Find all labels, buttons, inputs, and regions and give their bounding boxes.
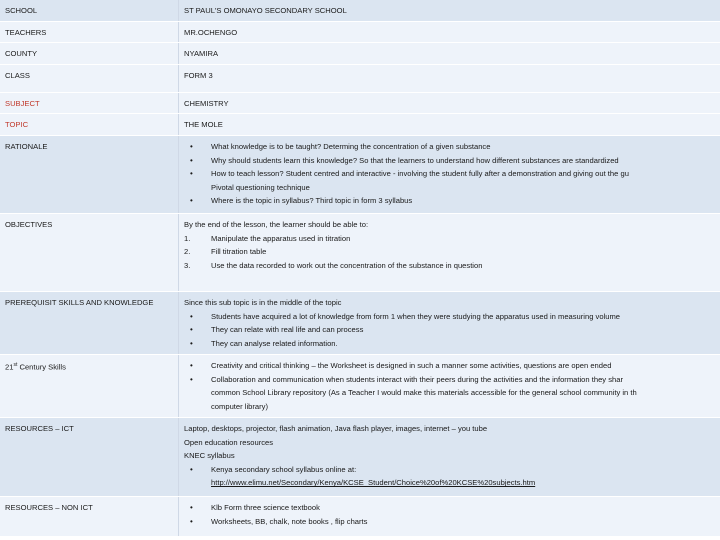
list-item-continuation: common School Library repository (As a Teacher I would make this materials accessible for the general school community in th [211,388,637,398]
list-item: • They can analyse related information. [184,337,720,351]
value-subject: CHEMISTRY [179,92,720,114]
list-item-continuation: computer library) [211,401,268,411]
list-item: • Collaboration and communication when students interact with their peers during the activities and the information they shar [184,373,720,387]
resource-non-ict-list [184,501,720,528]
row-resources-non-ict [0,496,720,536]
prerequisite-intro: Since this sub topic is in the middle of the topic [184,297,342,307]
value-resources-non-ict [179,496,720,536]
syllabus-link-item [184,476,720,490]
item-text: Fill titration table [211,247,267,257]
list-item: • Students have acquired a lot of knowledge from form 1 when they were studying the apparatus used in measuring volume [184,310,720,324]
resource-line: Open education resources [184,437,274,447]
row-topic [0,114,720,136]
label-21st-century: 21st Century Skills [0,354,179,417]
row-teachers [0,21,720,43]
list-item: • Worksheets, BB, chalk, note books , flip charts [184,515,720,529]
value-topic: THE MOLE [179,114,720,136]
resource-ict-list [184,463,720,490]
row-school [0,0,720,21]
value-objectives [179,213,720,291]
list-item: • How to teach lesson? Student centred and interactive - involving the student fully after a demonstration and giving out the gu [184,167,720,181]
list-item: • Why should students learn this knowledge? So that the learners to understand how different substances are standardized [184,154,720,168]
resource-line: Laptop, desktops, projector, flash animation, Java flash player, images, internet – you tube [184,423,488,433]
list-item: • Kenya secondary school syllabus online at: [184,463,720,477]
value-county: NYAMIRA [179,43,720,65]
label-resources-non-ict: RESOURCES – NON ICT [0,496,179,536]
label-prerequisite: PREREQUISIT SKILLS AND KNOWLEDGE [0,291,179,354]
row-subject [0,92,720,114]
list-item: • Creativity and critical thinking – the Worksheet is designed in such a manner some activities, questions are open ended [184,359,720,373]
value-teachers: MR.OCHENGO [179,21,720,43]
label-objectives: OBJECTIVES [0,213,179,291]
syllabus-link[interactable]: http://www.elimu.net/Secondary/Kenya/KCSE_Student/Choice%20of%20KCSE%20subjects.htm [211,478,536,488]
value-class: FORM 3 [179,64,720,92]
item-number: 2. [184,247,191,257]
list-item [184,259,720,273]
list-item [184,245,720,259]
row-rationale [0,135,720,213]
list-item: • What knowledge is to be taught? Determing the concentration of a given substance [184,140,720,154]
value-resources-ict [179,417,720,496]
label-topic: TOPIC [0,114,179,136]
century-list [184,359,720,413]
value-rationale [179,135,720,213]
item-number: 3. [184,260,191,270]
row-class [0,64,720,92]
row-21st-century [0,354,720,417]
row-prerequisite [0,291,720,354]
label-subject: SUBJECT [0,92,179,114]
label-class: CLASS [0,64,179,92]
row-county [0,43,720,65]
objectives-list [184,232,720,273]
row-objectives [0,213,720,291]
list-item: • Where is the topic in syllabus? Third topic in form 3 syllabus [184,194,720,208]
label-teachers: TEACHERS [0,21,179,43]
list-item: • Klb Form three science textbook [184,501,720,515]
value-21st-century [179,354,720,417]
objectives-intro: By the end of the lesson, the learner should be able to: [184,219,369,229]
label-county: COUNTY [0,43,179,65]
item-text: Use the data recorded to work out the concentration of the substance in question [211,260,483,270]
item-text: Manipulate the apparatus used in titration [211,233,351,243]
label-rationale: RATIONALE [0,135,179,213]
resource-line: KNEC syllabus [184,451,235,461]
list-item-continuation: Pivotal questioning technique [211,182,310,192]
list-item [184,232,720,246]
item-number: 1. [184,233,191,243]
label-school: SCHOOL [0,0,179,21]
rationale-list [184,140,720,208]
list-item: • They can relate with real life and can process [184,323,720,337]
label-resources-ict: RESOURCES – ICT [0,417,179,496]
row-resources-ict [0,417,720,496]
value-prerequisite [179,291,720,354]
value-school: ST PAUL'S OMONAYO SECONDARY SCHOOL [179,0,720,21]
prerequisite-list [184,310,720,351]
